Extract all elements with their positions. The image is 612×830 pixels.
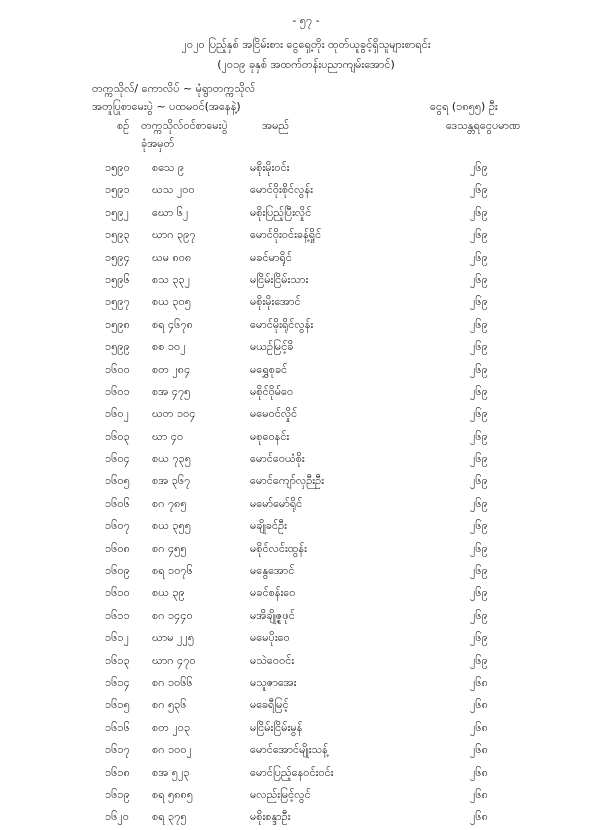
roll-cell: စရ ၅၈၈၅ bbox=[152, 787, 193, 801]
name-cell: မစိုင်ဝိုမ်ဝေ bbox=[250, 384, 294, 398]
roll-cell: စဂ ၁၀၆၆ bbox=[152, 675, 193, 689]
amount-cell: ၂၆၉ bbox=[470, 272, 488, 286]
table-row bbox=[0, 292, 612, 314]
name-cell: မောင်ဝေယံစိုး bbox=[250, 452, 305, 466]
roll-cell: စယ ၃၀၅ bbox=[152, 295, 191, 309]
serial-cell: ၁၅၉၂ bbox=[105, 205, 129, 219]
amount-cell: ၂၆၈ bbox=[470, 810, 488, 824]
exam-label: အတူပြုစာမေးပွဲ ~ ပထမဝင်(အနေနဲ့) bbox=[92, 100, 241, 113]
serial-cell: ၁၆၀၃ bbox=[105, 429, 130, 443]
roll-cell: ဃာ ၄၀ bbox=[152, 429, 184, 443]
name-cell: မစိုင်လင်းထွန်း bbox=[250, 541, 307, 555]
serial-cell: ၁၆၀၉ bbox=[105, 564, 130, 578]
table-row bbox=[0, 718, 612, 740]
serial-cell: ၁၅၉၃ bbox=[105, 228, 130, 242]
serial-cell: ၁၆၀၇ bbox=[105, 519, 130, 533]
amount-cell: ၂၆၉ bbox=[470, 653, 488, 667]
amount-cell: ၂၆၉ bbox=[470, 496, 488, 510]
name-cell: မငြိမ်းငြိမ်းသား bbox=[250, 272, 309, 286]
roll-cell: စစ ၁၀၂ bbox=[152, 340, 186, 354]
roll-cell: ဃမ ၈၀၈ bbox=[152, 250, 192, 264]
roll-cell: စယ ၇၃၅ bbox=[152, 452, 191, 466]
student-list bbox=[0, 158, 612, 830]
table-row bbox=[0, 673, 612, 695]
amount-cell: ၂၆၉ bbox=[470, 586, 488, 600]
name-cell: မငြိမ်းငြိမ်းမွန် bbox=[250, 720, 303, 734]
name-cell: မခင်စန်းဝေ bbox=[250, 586, 296, 600]
amount-cell: ၂၆၉ bbox=[470, 317, 488, 331]
serial-cell: ၁၅၉၉ bbox=[105, 340, 130, 354]
serial-cell: ၁၅၉၁ bbox=[105, 183, 130, 197]
roll-cell: ဃသ ၂၀၀ bbox=[152, 183, 195, 197]
table-row bbox=[0, 740, 612, 762]
roll-cell: စဂ ၁၀၀၂ bbox=[152, 743, 192, 757]
table-row bbox=[0, 427, 612, 449]
name-cell: မစုဝေနင်း bbox=[250, 429, 290, 443]
roll-cell: ဃော ၆၂ bbox=[152, 205, 189, 219]
name-cell: မအိချို့ဇူဖုင် bbox=[250, 608, 295, 622]
name-cell: မမေပိုးဝေ bbox=[250, 631, 290, 645]
total-count-label: ငွေရ (၁၈၅၅) ဦး bbox=[430, 100, 498, 113]
serial-cell: ၁၆၀၈ bbox=[105, 541, 130, 555]
roll-cell: စဂ ၁၄၄၀ bbox=[152, 608, 193, 622]
table-row bbox=[0, 807, 612, 829]
table-row bbox=[0, 494, 612, 516]
table-row bbox=[0, 471, 612, 493]
amount-cell: ၂၆၉ bbox=[470, 228, 488, 242]
name-cell: မခင်မာရိုင် bbox=[250, 250, 292, 264]
table-row bbox=[0, 337, 612, 359]
name-cell: မသဲဝေဝင်း bbox=[250, 653, 295, 667]
amount-cell: ၂၆၈ bbox=[470, 698, 488, 712]
amount-cell: ၂၆၉ bbox=[470, 407, 488, 421]
amount-cell: ၂၆၉ bbox=[470, 631, 488, 645]
amount-cell: ၂၆၈ bbox=[470, 787, 488, 801]
amount-cell: ၂၆၈ bbox=[470, 720, 488, 734]
serial-cell: ၁၆၁၂ bbox=[105, 631, 129, 645]
table-row bbox=[0, 158, 612, 180]
serial-cell: ၁၅၉၀ bbox=[105, 161, 130, 174]
name-cell: မနွေအောင် bbox=[250, 564, 295, 578]
amount-cell: ၂၆၉ bbox=[470, 384, 488, 398]
table-row bbox=[0, 315, 612, 337]
roll-cell: စအ ၄၇၅ bbox=[152, 384, 191, 398]
roll-cell: စအ ၃၆၇ bbox=[152, 474, 191, 488]
table-row bbox=[0, 248, 612, 270]
table-row bbox=[0, 225, 612, 247]
serial-cell: ၁၆၁၁ bbox=[105, 608, 130, 622]
serial-cell: ၁၆၀၅ bbox=[105, 474, 130, 488]
table-row bbox=[0, 270, 612, 292]
roll-cell: ဃတ ၁၀၄ bbox=[152, 407, 196, 421]
name-cell: မစိုးပြည့်ပြီးလှိုင် bbox=[250, 205, 312, 219]
roll-cell: စအ ၅၂၃ bbox=[152, 765, 190, 779]
serial-cell: ၁၆၀၁ bbox=[105, 384, 130, 398]
page-number: - ၅၇ - bbox=[292, 14, 320, 27]
name-cell: မစိုးမိုးဝင်း bbox=[250, 161, 290, 174]
table-row bbox=[0, 695, 612, 717]
document-subtitle: (၂၀၁၉ ခုနှစ် အထက်တန်းပညာကျမ်းအောင်) bbox=[217, 58, 395, 71]
table-row bbox=[0, 203, 612, 225]
roll-cell: စသ ၃၃၂ bbox=[152, 272, 191, 286]
amount-cell: ၂၆၉ bbox=[470, 340, 488, 354]
table-row bbox=[0, 404, 612, 426]
amount-cell: ၂၆၉ bbox=[470, 608, 488, 622]
name-cell: မစိုးမိုးအောင် bbox=[250, 295, 301, 309]
serial-cell: ၁၆၀၂ bbox=[105, 407, 129, 421]
roll-cell: စရ ၄၆၇၈ bbox=[152, 317, 193, 331]
name-cell: မလည်းမြင့်လွင် bbox=[250, 787, 311, 801]
amount-cell: ၂၆၉ bbox=[470, 205, 488, 219]
name-cell: မမေဝင်လှိုင် bbox=[250, 407, 298, 421]
amount-cell: ၂၆၉ bbox=[470, 295, 488, 309]
amount-cell: ၂၆၉ bbox=[470, 429, 488, 443]
roll-cell: စတ ၂၀၃ bbox=[152, 720, 191, 734]
amount-cell: ၂၆၈ bbox=[470, 675, 488, 689]
table-row bbox=[0, 561, 612, 583]
amount-cell: ၂၆၉ bbox=[470, 564, 488, 578]
serial-cell: ၁၆၁၉ bbox=[105, 787, 130, 801]
roll-cell: ဃာဂ ၃၉၇ bbox=[152, 228, 196, 242]
serial-cell: ၁၆၁၈ bbox=[105, 765, 130, 779]
amount-cell: ၂၆၉ bbox=[470, 362, 488, 376]
table-row bbox=[0, 516, 612, 538]
amount-cell: ၂၆၉ bbox=[470, 474, 488, 488]
amount-cell: ၂၆၉ bbox=[470, 183, 488, 197]
table-row bbox=[0, 382, 612, 404]
table-row bbox=[0, 763, 612, 785]
university-label: တက္ကသိုလ်/ ကောလိပ် ~ မုံရွာတက္ကသိုလ် bbox=[92, 82, 256, 95]
serial-cell: ၁၅၉၆ bbox=[105, 272, 130, 286]
roll-cell: စယ ၃၅၅ bbox=[152, 519, 191, 533]
amount-cell: ၂၆၉ bbox=[470, 541, 488, 555]
serial-cell: ၁၆၁၅ bbox=[105, 698, 130, 712]
name-cell: မချိုခင်ဦး bbox=[250, 519, 287, 533]
roll-cell: စရ ၁၀၇၆ bbox=[152, 564, 193, 578]
name-cell: မသူဇာအေး bbox=[250, 675, 297, 689]
serial-cell: ၁၆၁၃ bbox=[105, 653, 130, 667]
name-cell: မောင်မိုးရိုင်လွန်း bbox=[250, 317, 314, 331]
serial-cell: ၁၅၉၈ bbox=[105, 317, 130, 331]
name-cell: မောင်ဝိုးဝင်းခန့်ရှိုင် bbox=[250, 228, 322, 242]
name-cell: မစိုးစန္ဒာဦး bbox=[250, 810, 291, 824]
column-header-amount: ဒေသန္တရငွေပမာဏ bbox=[446, 119, 521, 132]
amount-cell: ၂၆၉ bbox=[470, 452, 488, 466]
roll-cell: စသေ ၉ bbox=[152, 161, 185, 174]
document-title: ၂၀၂၀ ပြည့်နှစ် အငြိမ်းစား ငွေရှေ့တိုး ထုတ်ယူခွင့်ရှိသူများစာရင်း bbox=[181, 38, 431, 51]
roll-cell: စဂ ၅၃၆ bbox=[152, 698, 187, 712]
table-row bbox=[0, 539, 612, 561]
name-cell: မမော်မော်ရိုင် bbox=[250, 496, 303, 510]
serial-cell: ၁၆၁၆ bbox=[105, 720, 130, 734]
roll-cell: စတ ၂၈၄ bbox=[152, 362, 191, 376]
column-header-name: အမည် bbox=[262, 119, 290, 132]
name-cell: မောင်အောင်မျိုးသန့် bbox=[250, 743, 328, 757]
roll-cell: စဂ ၇၈၅ bbox=[152, 496, 187, 510]
name-cell: မယဉ်မြင့်ခိ bbox=[250, 340, 294, 354]
column-header-serial: စဉ် bbox=[117, 119, 130, 132]
amount-cell: ၂၆၉ bbox=[470, 519, 488, 533]
serial-cell: ၁၆၀၆ bbox=[105, 496, 130, 510]
serial-cell: ၁၆၀၄ bbox=[105, 452, 130, 466]
roll-cell: ဃာမ ၂၂၅ bbox=[152, 631, 195, 645]
table-row bbox=[0, 628, 612, 650]
table-row bbox=[0, 651, 612, 673]
serial-cell: ၁၅၉၄ bbox=[105, 250, 130, 264]
serial-cell: ၁၆၂၀ bbox=[105, 810, 129, 824]
amount-cell: ၂၆၉ bbox=[470, 161, 488, 174]
amount-cell: ၂၆၈ bbox=[470, 743, 488, 757]
name-cell: မောင်ပြည့်နေဝင်းဝင်း bbox=[250, 765, 334, 779]
serial-cell: ၁၅၉၇ bbox=[105, 295, 130, 309]
serial-cell: ၁၆၁၇ bbox=[105, 743, 130, 757]
roll-cell: စယ ၃၉ bbox=[152, 586, 185, 600]
name-cell: မရွှေစုခင် bbox=[250, 362, 288, 376]
name-cell: မောင်ကျော်လှဉီးဦး bbox=[250, 474, 324, 488]
table-row bbox=[0, 180, 612, 202]
column-header-roll: တက္ကသိုလ်ဝင်စာမေးပွဲ bbox=[141, 119, 228, 132]
serial-cell: ၁၆၁၀ bbox=[105, 586, 130, 600]
name-cell: မခေရီမြင့် bbox=[250, 698, 289, 712]
amount-cell: ၂၆၈ bbox=[470, 765, 488, 779]
name-cell: မောင်ဝိုးစိုင်လွန်း bbox=[250, 183, 313, 197]
table-row bbox=[0, 449, 612, 471]
amount-cell: ၂၆၉ bbox=[470, 250, 488, 264]
table-row bbox=[0, 360, 612, 382]
table-row bbox=[0, 583, 612, 605]
table-row bbox=[0, 785, 612, 807]
serial-cell: ၁၆၀၀ bbox=[105, 362, 130, 376]
roll-cell: စဂ ၄၅၅ bbox=[152, 541, 187, 555]
roll-cell: ဃာဂ ၄၇၀ bbox=[152, 653, 196, 667]
table-row bbox=[0, 606, 612, 628]
column-header-roll-sub: ခုံအမှတ် bbox=[141, 137, 175, 150]
roll-cell: စရ ၃၇၅ bbox=[152, 810, 187, 824]
serial-cell: ၁၆၁၄ bbox=[105, 675, 130, 689]
